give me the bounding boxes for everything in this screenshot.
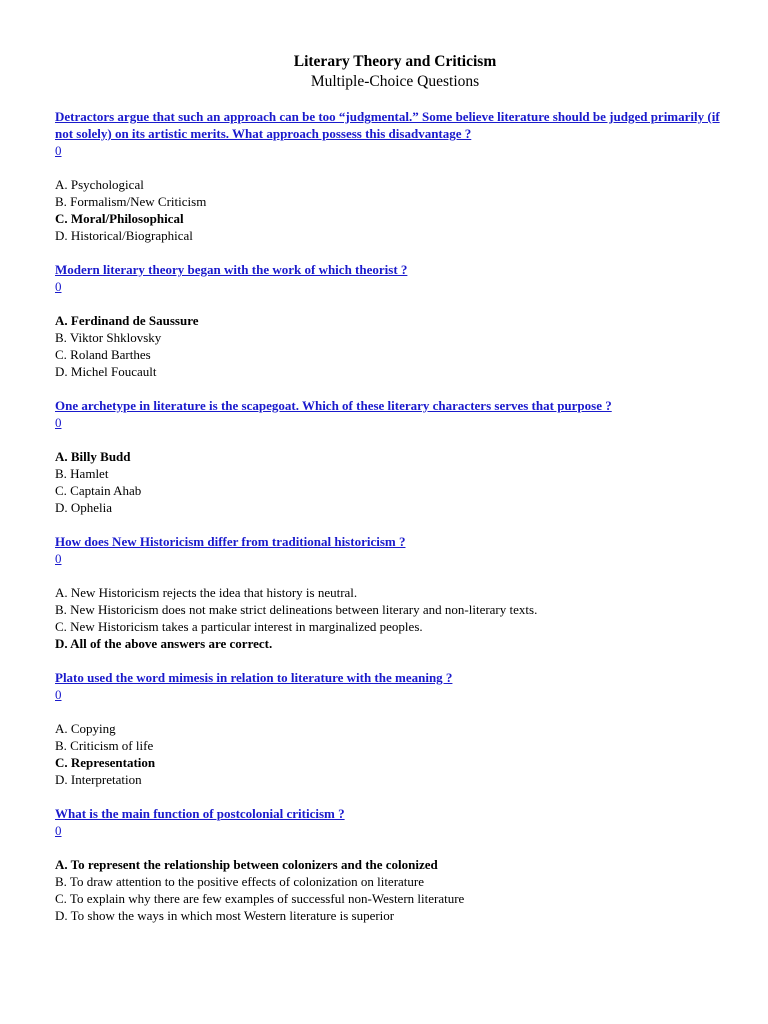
page-title: Literary Theory and Criticism	[293, 53, 497, 70]
answer-option: B. Viktor Shklovsky	[55, 330, 162, 345]
question-link[interactable]: Plato used the word mimesis in relation to literature with the meaning ?	[55, 670, 453, 685]
answer-option: A. Billy Budd	[55, 449, 131, 464]
answer-option: C. Representation	[55, 755, 156, 770]
answer-options	[55, 584, 725, 652]
answer-option: A. To represent the relationship between colonizers and the colonized	[55, 857, 438, 872]
question-link[interactable]: Modern literary theory began with the work of which theorist ?	[55, 262, 408, 277]
answer-option: D. Michel Foucault	[55, 364, 157, 379]
answer-option: A. Ferdinand de Saussure	[55, 313, 199, 328]
answer-option: C. Roland Barthes	[55, 347, 151, 362]
answer-options	[55, 176, 725, 244]
question-1	[55, 108, 725, 244]
answer-option: C. Captain Ahab	[55, 483, 142, 498]
answer-option: A. New Historicism rejects the idea that history is neutral.	[55, 585, 358, 600]
question-link[interactable]: Detractors argue that such an approach can be too “judgmental.” Some believe literature should be judged primarily (if not solely) on its artistic merits. What approach possess this disadvantage ?	[55, 109, 720, 141]
question-3	[55, 397, 725, 516]
question-6	[55, 805, 725, 924]
answer-options	[55, 720, 725, 788]
question-count-link[interactable]: 0	[55, 415, 62, 430]
answer-option: B. Formalism/New Criticism	[55, 194, 207, 209]
question-count-link[interactable]: 0	[55, 687, 62, 702]
answer-option: A. Copying	[55, 721, 116, 736]
answer-option: B. To draw attention to the positive effects of colonization on literature	[55, 874, 425, 889]
answer-options	[55, 856, 725, 924]
question-2	[55, 261, 725, 380]
question-link[interactable]: What is the main function of postcolonial criticism ?	[55, 806, 345, 821]
answer-option: C. To explain why there are few examples of successful non-Western literature	[55, 891, 465, 906]
answer-option: D. Historical/Biographical	[55, 228, 193, 243]
answer-option: B. New Historicism does not make strict delineations between literary and non-literary texts.	[55, 602, 538, 617]
answer-option: D. Interpretation	[55, 772, 142, 787]
question-count-link[interactable]: 0	[55, 279, 62, 294]
answer-option: A. Psychological	[55, 177, 144, 192]
question-link[interactable]: How does New Historicism differ from traditional historicism ?	[55, 534, 406, 549]
answer-options	[55, 312, 725, 380]
answer-option: D. To show the ways in which most Western literature is superior	[55, 908, 395, 923]
answer-option: B. Hamlet	[55, 466, 109, 481]
answer-option: D. All of the above answers are correct.	[55, 636, 273, 651]
answer-option: C. New Historicism takes a particular interest in marginalized peoples.	[55, 619, 423, 634]
answer-option: B. Criticism of life	[55, 738, 154, 753]
question-4	[55, 533, 725, 652]
document-page	[55, 52, 725, 924]
answer-option: C. Moral/Philosophical	[55, 211, 184, 226]
question-count-link[interactable]: 0	[55, 143, 62, 158]
question-count-link[interactable]: 0	[55, 823, 62, 838]
page-subtitle: Multiple-Choice Questions	[310, 73, 480, 90]
question-link[interactable]: One archetype in literature is the scapegoat. Which of these literary characters serves that purpose ?	[55, 398, 612, 413]
answer-option: D. Ophelia	[55, 500, 113, 515]
answer-options	[55, 448, 725, 516]
question-count-link[interactable]: 0	[55, 551, 62, 566]
question-5	[55, 669, 725, 788]
